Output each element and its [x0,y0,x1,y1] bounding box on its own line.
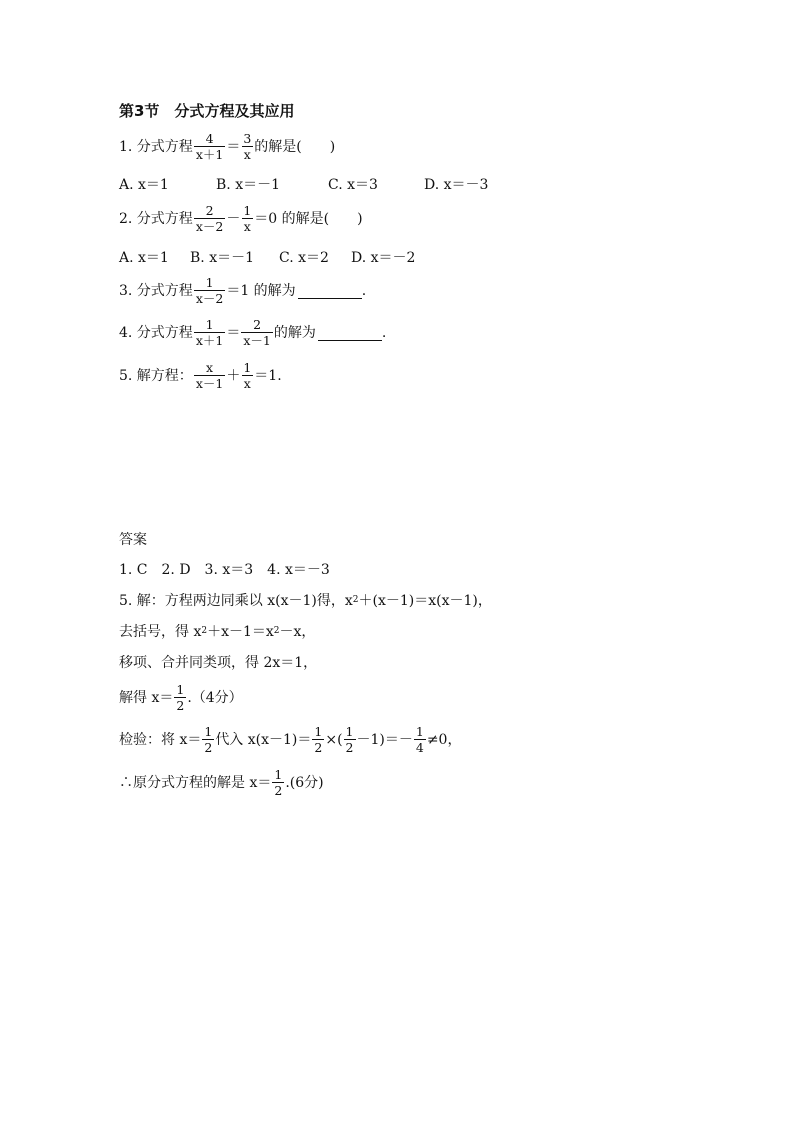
q4-fraction-2 [241,318,273,348]
q2-suffix: ＝0 的解是( ) [254,211,363,227]
q4-equals: ＝ [226,325,241,341]
q4-fraction-1 [194,318,226,348]
answers-line-6-f2-numerator: 1 [314,724,323,739]
answers-line-6-f4-denominator: 4 [415,740,424,755]
answers-line-6-fraction-3 [344,725,356,755]
answers-line-6-c: ×( [325,732,343,748]
answers-line-3-c: －x， [279,624,316,640]
answers-line-6-fraction-2 [312,725,324,755]
q3-numerator: 1 [205,275,214,290]
q3-end: . [361,283,367,299]
answers-line-6-d: －1)＝－ [356,732,413,748]
q3-suffix: ＝1 的解为 [226,283,296,299]
q2-prefix: 2. 分式方程 [119,211,193,227]
answers-line-3-b: ＋x－1＝x [207,624,274,640]
answers-line-2-a: 5. 解：方程两边同乘以 x(x－1)得，x [119,593,353,609]
answers-line-6-e: ≠0， [426,732,462,748]
answers-line-6-b: 代入 x(x－1)＝ [215,732,312,748]
answers-line-4: 移项、合并同类项，得 2x＝1， [119,655,318,671]
answers-line-7 [119,768,324,798]
q1-option-d: D. x＝－3 [424,177,489,193]
q4-suffix: 的解为 [273,325,316,341]
answers-line-2 [119,593,492,609]
q2-option-a: A. x＝1 [119,250,169,266]
q1-options [119,177,488,193]
answers-line-6-fraction-4 [414,725,426,755]
answers-line-1: 1. C 2. D 3. x＝3 4. x＝－3 [119,562,330,578]
answers-line-5-b: .（4分） [187,690,243,706]
q5-operator: ＋ [226,368,241,384]
answers-line-7-fraction [272,768,284,798]
answers-line-7-b: .(6分) [285,775,324,791]
q1-fraction-2 [241,132,253,162]
question-4 [119,318,386,348]
answers-line-3-a: 去括号，得 x [119,624,202,640]
answers-line-7-denominator: 2 [274,783,283,798]
q3-prefix: 3. 分式方程 [119,283,193,299]
q4-f1-denominator: x＋1 [195,333,224,348]
q2-option-c: C. x＝2 [279,250,329,266]
q1-fraction-1 [194,132,226,162]
q2-operator: － [226,211,241,227]
answers-line-6-fraction-1 [202,725,214,755]
q4-f2-numerator: 2 [253,317,262,332]
q2-f1-denominator: x－2 [195,219,224,234]
q2-f2-denominator: x [243,219,251,234]
q3-answer-blank[interactable] [298,284,362,299]
q4-prefix: 4. 分式方程 [119,325,193,341]
q2-option-d: D. x＝－2 [351,250,416,266]
q5-f2-numerator: 1 [243,360,252,375]
question-2 [119,204,363,234]
question-3 [119,276,366,306]
answers-line-6-f3-denominator: 2 [345,740,354,755]
answers-line-3-sup-2: 2 [273,626,280,636]
answers-line-6-f1-numerator: 1 [204,724,213,739]
answers-line-5-fraction [174,683,186,713]
q5-f1-numerator: x [206,360,214,375]
answers-line-5-numerator: 1 [176,682,185,697]
q5-f2-denominator: x [243,376,251,391]
q1-option-a: A. x＝1 [119,177,169,193]
answers-line-6 [119,725,461,755]
q1-option-b: B. x＝－1 [216,177,280,193]
answers-line-6-f4-numerator: 1 [415,724,424,739]
q2-option-b: B. x＝－1 [190,250,254,266]
answers-line-3-sup-1: 2 [201,626,208,636]
answers-line-7-a: ∴原分式方程的解是 x＝ [119,775,272,791]
answers-line-5 [119,683,243,713]
answers-line-6-f3-numerator: 1 [345,724,354,739]
q5-prefix: 5. 解方程： [119,368,193,384]
answers-line-3 [119,624,315,640]
q4-f2-denominator: x－1 [243,333,271,348]
q1-option-c: C. x＝3 [328,177,378,193]
section-title: 第3节 分式方程及其应用 [119,102,295,120]
q2-fraction-2 [241,204,253,234]
answers-line-2-sup: 2 [352,595,359,605]
answers-line-6-a: 检验：将 x＝ [119,732,202,748]
answers-line-5-a: 解得 x＝ [119,690,174,706]
q2-f2-numerator: 1 [243,203,252,218]
q1-f1-numerator: 4 [205,131,214,146]
q5-fraction-1 [194,361,226,391]
q5-fraction-2 [241,361,253,391]
q4-f1-numerator: 1 [205,317,214,332]
answers-line-6-f2-denominator: 2 [314,740,323,755]
question-5 [119,361,282,391]
q5-f1-denominator: x－1 [195,376,224,391]
q3-fraction [194,276,226,306]
question-1 [119,132,335,162]
q4-answer-blank[interactable] [318,326,382,341]
q1-f2-numerator: 3 [243,131,252,146]
q5-suffix: ＝1. [254,368,282,384]
q2-fraction-1 [194,204,226,234]
q1-equals: ＝ [226,139,241,155]
q2-f1-numerator: 2 [205,203,214,218]
answers-line-2-b: ＋(x－1)＝x(x－1)， [358,593,492,609]
q1-f1-denominator: x＋1 [195,147,224,162]
q3-denominator: x－2 [195,291,224,306]
q4-end: . [381,325,387,341]
answers-heading: 答案 [119,532,147,548]
q1-suffix: 的解是( ) [254,139,336,155]
answers-line-6-f1-denominator: 2 [204,740,213,755]
q2-options [119,250,415,266]
answers-line-7-numerator: 1 [274,767,283,782]
q1-prefix: 1. 分式方程 [119,139,193,155]
q1-f2-denominator: x [243,147,251,162]
answers-line-5-denominator: 2 [176,698,185,713]
